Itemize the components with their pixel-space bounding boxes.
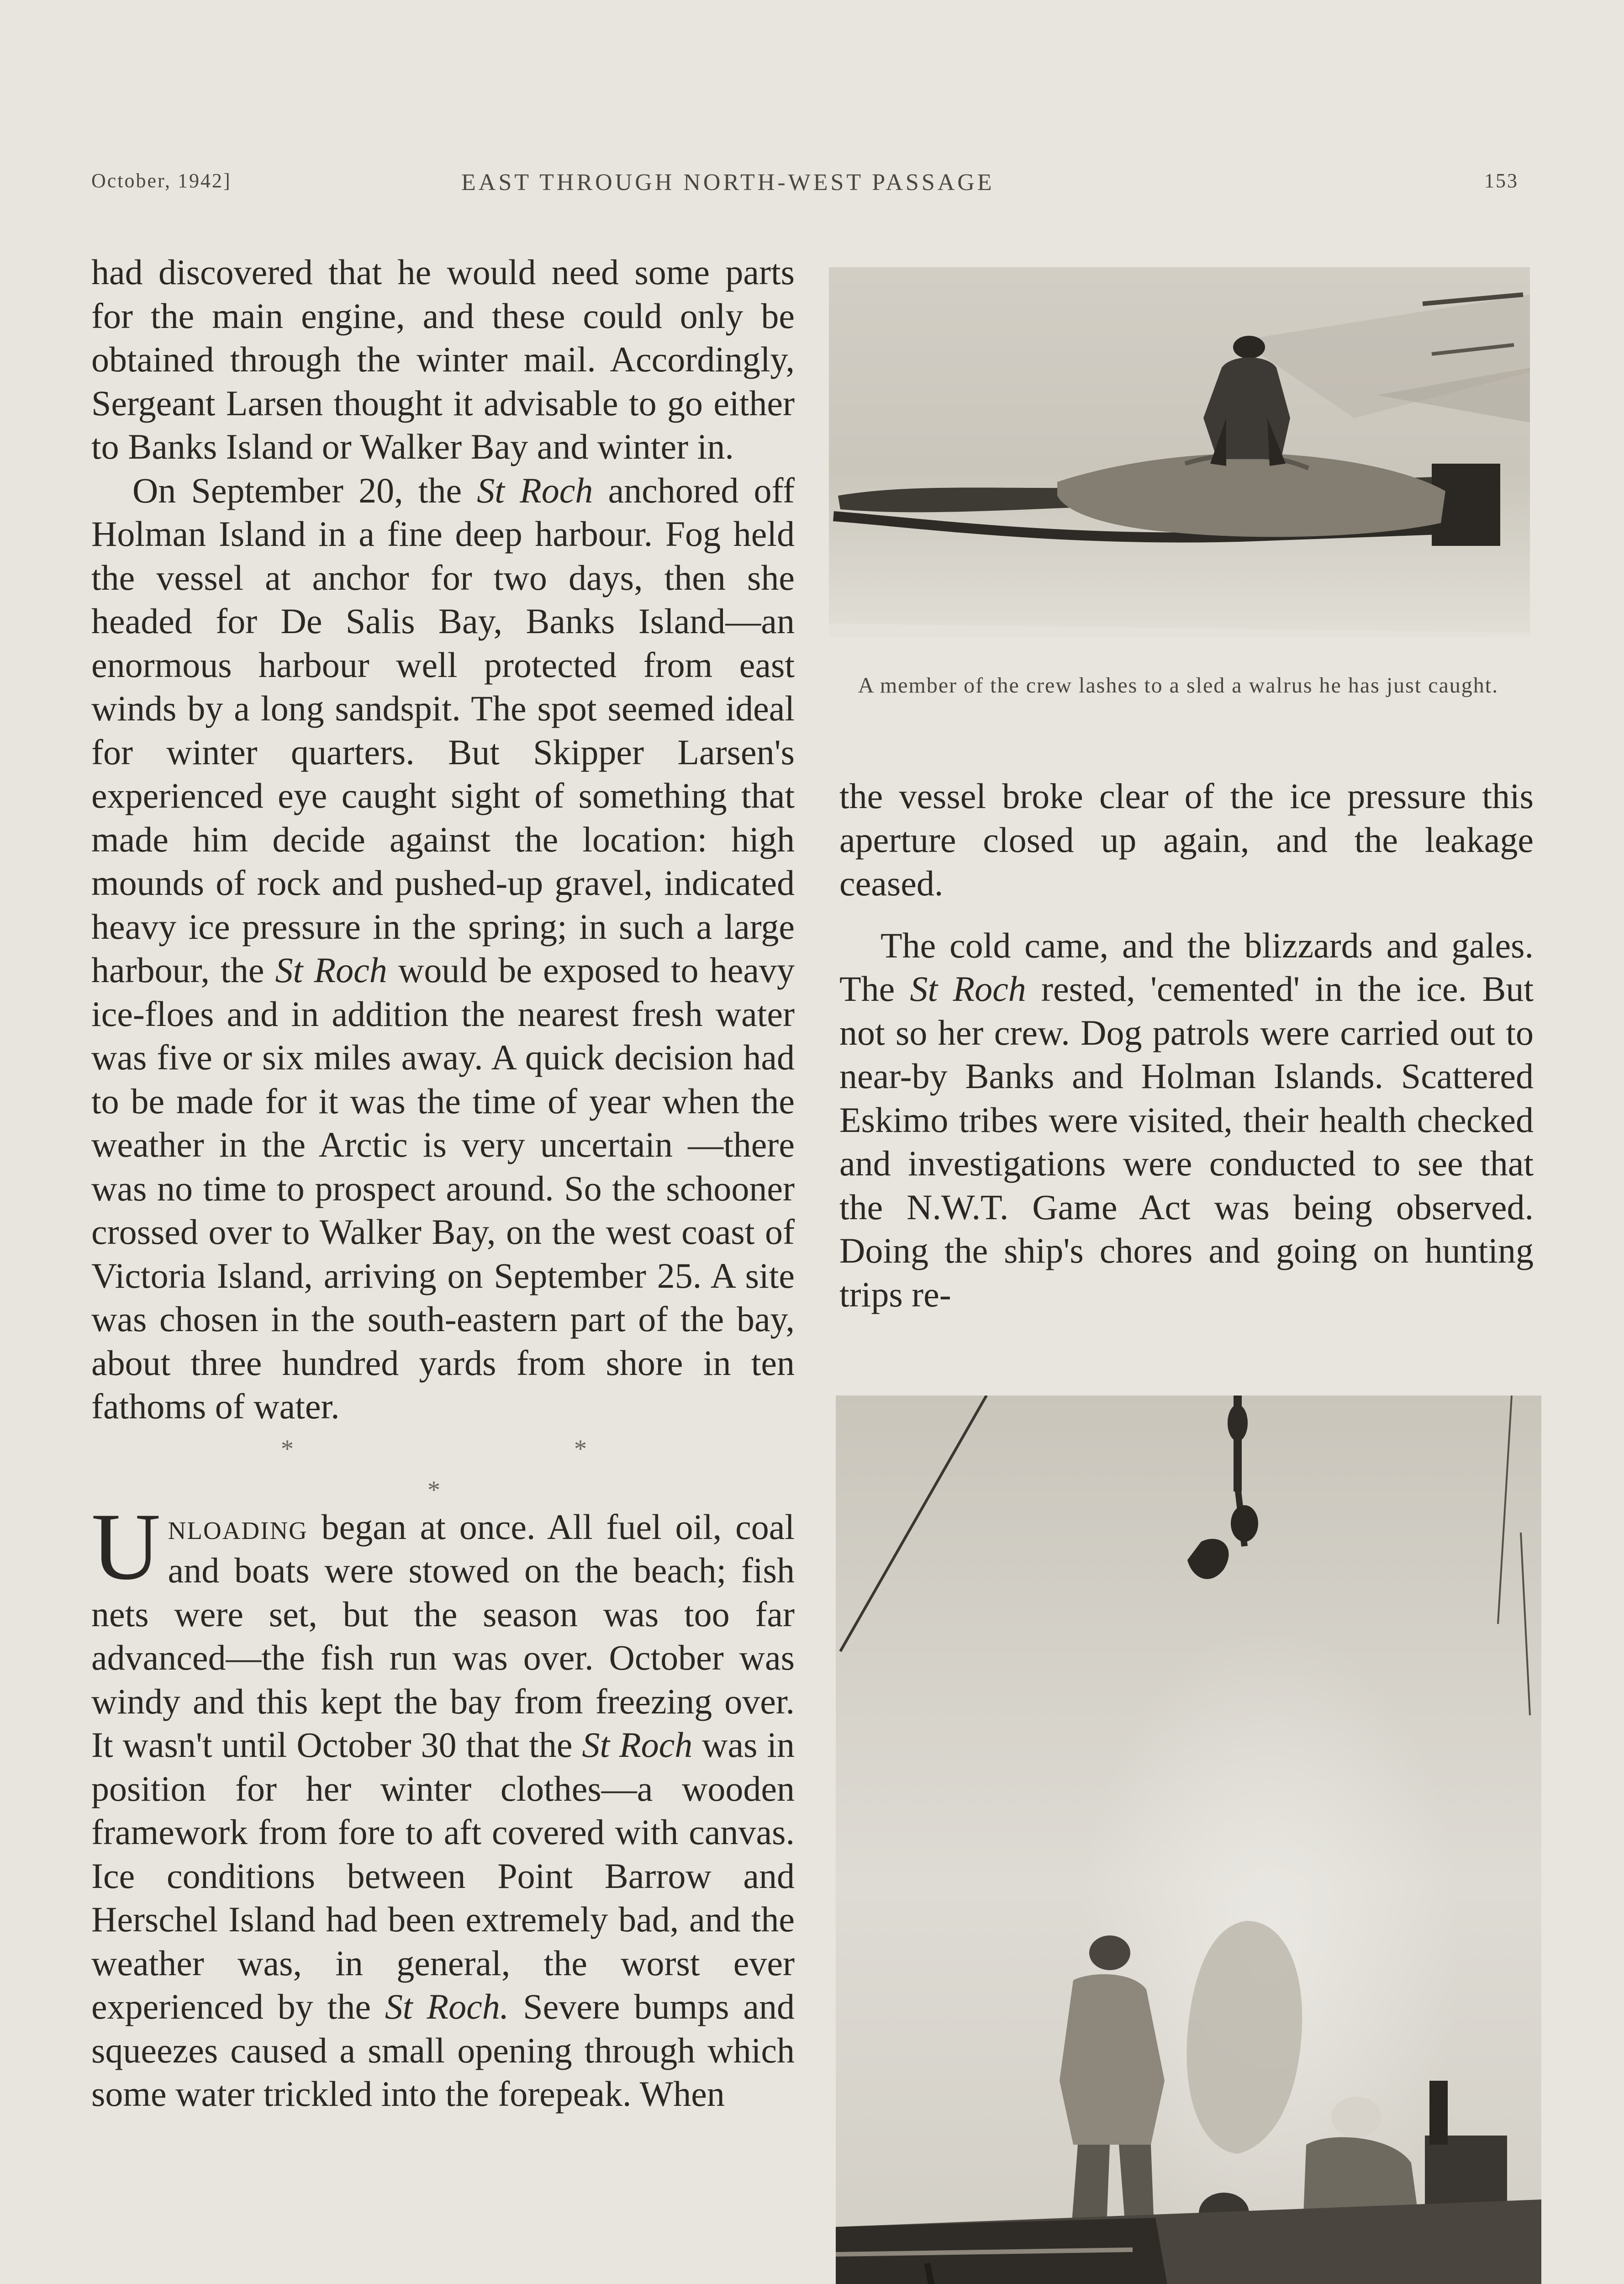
paragraph-3: Unloading began at once. All fuel oil, coal and boats were stowed on the beach; fish nets were set, but the season was too far advanced—the fish run was over. October was windy and this kept the bay from freezing over. It wasn't until October 30 that the St Roch was in position for her winter clothes—a wooden framework from fore to aft covered with canvas. Ice conditions between Point Barrow and Herschel Island had been extremely bad, and the weather was, in general, the worst ever experienced by the St Roch. Severe bumps and squeezes caused a small opening through which some water trickled into the forepeak. When (91, 1493, 795, 2114)
ship-name: St Roch (910, 969, 1026, 1009)
ship-name: St Roch. (385, 1987, 509, 2026)
section-break: * * * (281, 1434, 724, 1504)
paragraph-2: On September 20, the St Roch anchored off Holman Island in a fine deep harbour. Fog held the vessel at anchor for two days, then she headed for De Salis Bay, Banks Island—an enormous harbour well protected from east winds by a long sandspit. The spot seemed ideal for winter quarters. But Skipper Larsen's experienced eye caught sight of something that made him decide against the location: high mounds of rock and pushed-up gravel, indicated heavy ice pressure in the spring; in such a large harbour, the St Roch would be exposed to heavy ice-floes and in addition the nearest fresh water was five or six miles away. A quick decision had to be made for it was the time of year when the weather in the Arctic is very uncertain —there was no time to prospect around. So the schooner crossed over to Walker Bay, on the west coast of Victoria Island, arriving on September 25. A site was chosen in the south-eastern part of the bay, about three hundred yards from shore in ten fathoms of water. (91, 470, 795, 1426)
seal-hoist-illustration (836, 1396, 1541, 2284)
walrus-sled-photo (829, 267, 1530, 637)
ship-name: St Roch (582, 1725, 693, 1765)
running-title: EAST THROUGH NORTH-WEST PASSAGE (461, 169, 995, 196)
photo1-caption: A member of the crew lashes to a sled a walrus he has just caught. (858, 673, 1499, 698)
paragraph-right-1: the vessel broke clear of the ice pressure this aperture closed up again, and the leakage ceased. (839, 776, 1534, 903)
drop-cap: U (91, 1493, 161, 1600)
page-number: 153 (1484, 169, 1519, 192)
paragraph-1: had discovered that he would need some parts for the main engine, and these could only be obtained through the winter mail. Accordingly, Sergeant Larsen thought it advisable to go either to Banks Island or Walker Bay and winter in. (91, 252, 795, 466)
seal-aboard-photo (836, 1396, 1541, 2284)
ship-name: St Roch (275, 950, 387, 990)
paragraph-right-2: The cold came, and the blizzards and gales. The St Roch rested, 'cemented' in the ice. But not so her crew. Dog patrols were carried out to near-by Banks and Holman Islands. Scattered Eskimo tribes were visited, their health checked and investigations were conducted to see that the N.W.T. Game Act was being observed. Doing the ship's chores and going on hunting trips re- (839, 925, 1534, 1314)
ship-name: St Roch (477, 470, 593, 510)
right-text-column (839, 774, 1534, 1316)
header-date: October, 1942] (91, 169, 232, 192)
walrus-sled-illustration (829, 267, 1530, 637)
left-text-column (91, 250, 795, 2116)
